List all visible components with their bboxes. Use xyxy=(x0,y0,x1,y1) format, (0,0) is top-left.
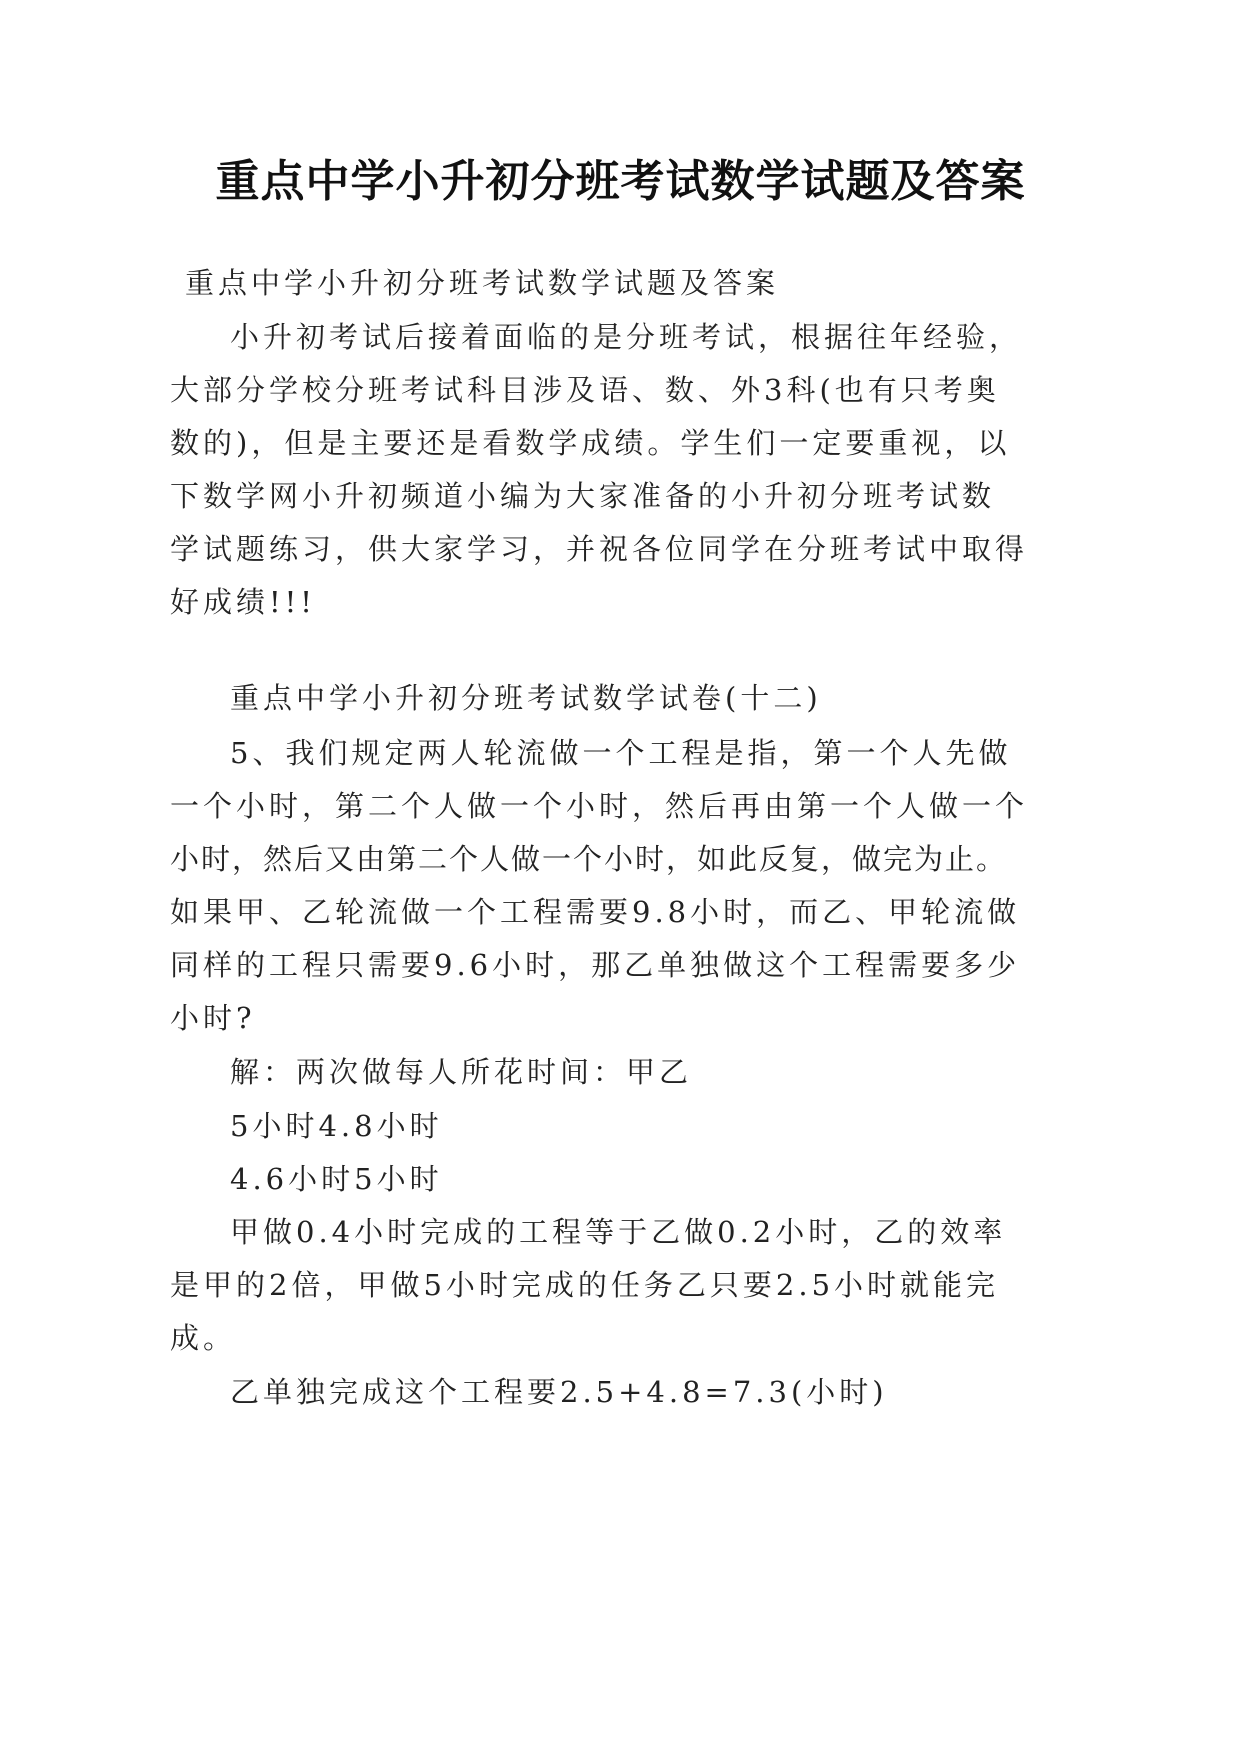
section-heading: 重点中学小升初分班考试数学试卷(十二) xyxy=(230,681,822,715)
solution-explanation-line: 是甲的2倍，甲做5小时完成的任务乙只要2.5小时就能完 xyxy=(170,1268,1000,1302)
question-line: 同样的工程只需要9.6小时，那乙单独做这个工程需要多少 xyxy=(170,948,1021,982)
document-title: 重点中学小升初分班考试数学试题及答案 xyxy=(215,156,1026,207)
question-line: 如果甲、乙轮流做一个工程需要9.8小时，而乙、甲轮流做 xyxy=(170,895,1021,929)
solution-answer: 乙单独完成这个工程要2.5+4.8=7.3(小时) xyxy=(230,1375,888,1409)
question-line: 小时，然后又由第二个人做一个小时，如此反复，做完为止。 xyxy=(170,842,1008,876)
question-line: 一个小时，第二个人做一个小时，然后再由第一个人做一个 xyxy=(170,789,1029,823)
solution-explanation-line: 甲做0.4小时完成的工程等于乙做0.2小时，乙的效率 xyxy=(230,1215,1007,1249)
solution-row: 4.6小时5小时 xyxy=(230,1162,443,1196)
intro-line: 小升初考试后接着面临的是分班考试，根据往年经验， xyxy=(230,320,1023,354)
intro-line: 大部分学校分班考试科目涉及语、数、外3科(也有只考奥 xyxy=(170,373,1000,407)
intro-line: 数的)，但是主要还是看数学成绩。学生们一定要重视，以 xyxy=(170,426,1011,460)
solution-row: 5小时4.8小时 xyxy=(230,1109,443,1143)
intro-line: 学试题练习，供大家学习，并祝各位同学在分班考试中取得 xyxy=(170,532,1029,566)
solution-explanation-line: 成。 xyxy=(170,1321,237,1355)
question-line: 5、我们规定两人轮流做一个工程是指，第一个人先做 xyxy=(230,736,1012,770)
document-subtitle: 重点中学小升初分班考试数学试题及答案 xyxy=(185,266,780,300)
question-line: 小时? xyxy=(170,1001,256,1035)
intro-line: 下数学网小升初频道小编为大家准备的小升初分班考试数 xyxy=(170,479,996,513)
intro-line: 好成绩!!! xyxy=(170,585,316,619)
solution-intro: 解：两次做每人所花时间：甲乙 xyxy=(230,1055,693,1089)
